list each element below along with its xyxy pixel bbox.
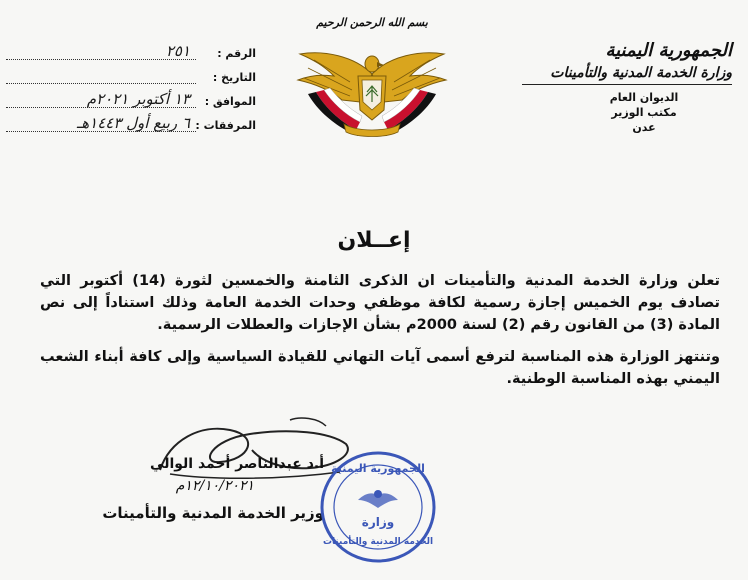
ref-row-date <box>6 62 256 84</box>
stamp-bottom-text: الخدمة المدنية والتأمينات <box>322 537 434 547</box>
ref-value-number: ٢٥١ <box>165 42 190 60</box>
reference-fields <box>6 38 256 134</box>
signatory-block <box>84 456 324 522</box>
signatory-name: أ.د عبدالناصر أحمد الوالي <box>150 456 324 472</box>
signatory-position: وزير الخدمة المدنية والتأمينات <box>102 504 324 522</box>
office-block <box>594 90 694 135</box>
office-line: عدن <box>632 121 656 134</box>
ref-row-number <box>6 38 256 60</box>
signature-date: ١٢/١٠/٢٠٢١م <box>175 478 254 494</box>
ministry-header <box>522 40 732 135</box>
ref-line <box>6 115 196 132</box>
ref-line <box>6 67 196 84</box>
ref-label: الرقم : <box>217 47 256 60</box>
body-paragraph: وتنتهز الوزارة هذه المناسبة لترفع أسمى آيات التهاني للقيادة السياسية وإلى كافة أبناء الشعب اليمني بهذه المناسبة الوطنية. <box>40 349 720 387</box>
official-stamp-icon <box>318 448 438 566</box>
office-line: مكتب الوزير <box>611 106 677 119</box>
ref-label: المرفقات : <box>195 119 256 132</box>
ref-line <box>6 43 196 60</box>
ref-line <box>6 91 196 108</box>
basmala: بسم الله الرحمن الرحيم <box>316 16 428 29</box>
ref-value-attachments: ٦ ربيع أول ١٤٤٣هـ <box>76 114 190 132</box>
ref-label: التاريخ : <box>212 71 256 84</box>
ref-label: الموافق : <box>204 95 256 108</box>
ref-value-corresponding: ١٣ أكتوبر ٢٠٢١م <box>86 90 190 108</box>
ref-row-attachments <box>6 110 256 132</box>
stamp-top-text: الجمهورية اليمنية <box>331 462 425 475</box>
stamp-middle-text: وزارة <box>361 515 395 529</box>
announcement-title: إعــلان <box>337 228 411 253</box>
ref-row-corresponding <box>6 86 256 108</box>
republic-name: الجمهورية اليمنية <box>605 40 732 61</box>
yemen-eagle-emblem-icon <box>294 36 450 144</box>
announcement-body <box>40 270 720 400</box>
office-line: الديوان العام <box>609 91 679 104</box>
ministry-name: وزارة الخدمة المدنية والتأمينات <box>522 65 732 85</box>
body-paragraph: تعلن وزارة الخدمة المدنية والتأمينات ان الذكرى الثامنة والخمسين لثورة (14) أكتوبر التي تصادف يوم الخميس إجازة رسمية لكافة موظفي وحدات الخدمة العامة وذلك استناداً إلى نص المادة (3) من القانون رقم (2) لسنة 2000م بشأن الإجازات والعطلات الرسمية. <box>40 273 721 333</box>
